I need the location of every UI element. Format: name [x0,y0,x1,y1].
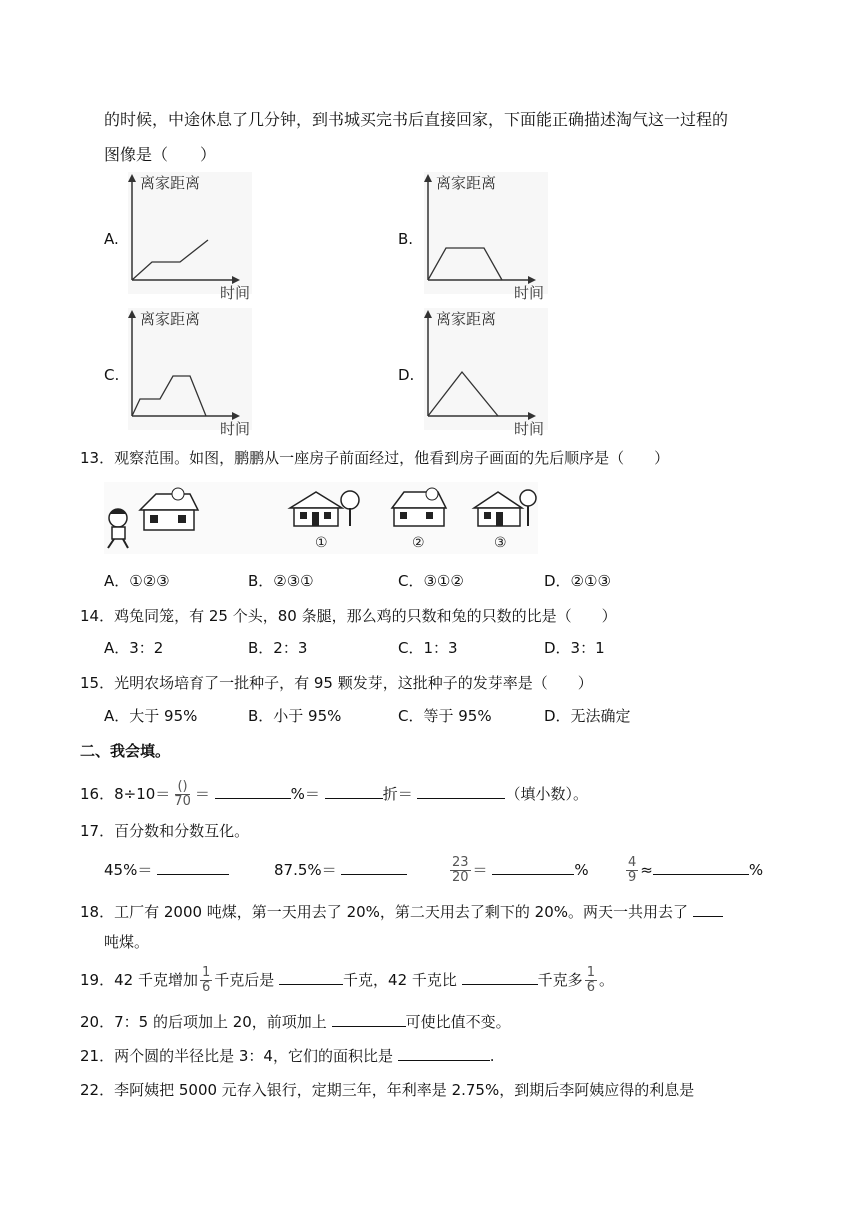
q19-fraction-1 [200,966,212,995]
q17-d [624,852,763,888]
q20-blank[interactable] [332,1012,406,1027]
graph-d-xlabel: 时间 [514,420,545,436]
q20-line [80,1012,511,1032]
q22-text: 22．李阿姨把 5000 元存入银行，定期三年，年利率是 2.75%，到期后李阿姨应得的利息是 [80,1081,695,1099]
option-b-label: B. [398,230,414,248]
q19-fraction-2 [585,966,597,995]
graph-c-xlabel: 时间 [220,420,251,436]
q16-blank-3[interactable] [417,784,505,799]
section-heading: 二、我会填。 [80,742,171,760]
q15-option-c[interactable]: C．等于 95% [398,707,492,725]
q19-a: 19．42 千克增加 [80,971,198,989]
view-label-2: ② [412,535,425,551]
q21-a: 21．两个圆的半径比是 3：4，它们的面积比是 [80,1047,393,1065]
q18-blank[interactable] [693,902,723,917]
q16-suffix: （填小数）。 [505,785,588,803]
graph-a-xlabel: 时间 [220,284,251,300]
q13-text: 13．观察范围。如图，鹏鹏从一座房子前面经过，他看到房子画面的先后顺序是（ ） [80,449,670,467]
q16-frac-den: 70 [174,794,191,809]
q16-blank-1[interactable] [215,784,291,799]
q21-b: . [489,1047,495,1065]
q19-f2-den: 6 [586,980,595,995]
q19-c: 千克，42 千克比 [343,971,457,989]
q17-c-den: 20 [452,870,469,885]
q17-blank-b[interactable] [341,860,407,875]
q18-line1 [80,902,723,922]
q17-blank-d[interactable] [653,860,749,875]
q17-d-pct: % [748,861,764,879]
q15-option-d[interactable]: D．无法确定 [544,707,631,725]
q14-option-c[interactable]: C．1：3 [398,639,458,657]
q18-text: 18．工厂有 2000 吨煤，第一天用去了 20%，第二天用去了剩下的 20%。两天一共用去了 [80,903,689,921]
q17-c-fraction [450,856,471,885]
q19-b: 千克后是 [214,971,275,989]
q17-c-eq: ＝ [472,861,488,879]
q13-picture [104,482,538,554]
graph-b-xlabel: 时间 [514,284,545,300]
q19-f2-num: 1 [586,965,595,980]
q21-line [80,1046,495,1066]
q17-d-fraction [626,856,638,885]
q19-f1-den: 6 [201,980,211,995]
q17-c-num: 23 [452,855,469,870]
q16-fraction [172,780,193,809]
q16-eq: ＝ [194,785,210,803]
q20-a: 20．7：5 的后项加上 20，前项加上 [80,1013,327,1031]
q17-blank-c[interactable] [492,860,574,875]
q17-a-label: 45%＝ [104,861,153,879]
option-d-label: D. [398,366,415,384]
q17-c-pct: % [574,861,589,879]
q19-blank-2[interactable] [462,970,538,985]
q15-option-a[interactable]: A．大于 95% [104,707,198,725]
q17-c [448,852,589,888]
q16-blank-2[interactable] [325,784,383,799]
view-label-1: ① [315,535,328,551]
q14-option-d[interactable]: D．3：1 [544,639,605,657]
q16-line [80,780,588,809]
q19-d: 千克多 [537,971,583,989]
q19-blank-1[interactable] [279,970,343,985]
q19-line [80,962,614,998]
q13-option-b[interactable]: B．②③① [248,572,314,590]
graph-a-ylabel: 离家距离 [140,174,201,192]
q17-d-den: 9 [628,870,637,885]
q14-option-a[interactable]: A．3：2 [104,639,164,657]
q17-b [274,860,407,880]
q16-frac-num: () [177,779,188,794]
q17-text: 17．百分数和分数互化。 [80,822,250,840]
q14-option-b[interactable]: B．2：3 [248,639,308,657]
q19-f1-num: 1 [201,965,211,980]
q12-line2: 图像是（ ） [104,145,217,164]
view-label-3: ③ [494,535,507,551]
q17-d-num: 4 [628,855,637,870]
graph-c [118,306,258,436]
q15-option-b[interactable]: B．小于 95% [248,707,342,725]
q17-b-label: 87.5%＝ [274,861,337,879]
q17-blank-a[interactable] [157,860,229,875]
graph-a [118,170,258,300]
q13-option-d[interactable]: D．②①③ [544,572,611,590]
q17-d-eq: ≈ [640,861,653,879]
option-c-label: C. [104,366,120,384]
graph-b-ylabel: 离家距离 [436,174,497,192]
graph-d-ylabel: 离家距离 [436,310,497,328]
graph-c-ylabel: 离家距离 [140,310,201,328]
q19-end: 。 [598,971,614,989]
q13-option-c[interactable]: C．③①② [398,572,464,590]
q15-text: 15．光明农场培育了一批种子，有 95 颗发芽，这批种子的发芽率是（ ） [80,674,593,692]
q20-b: 可使比值不变。 [405,1013,511,1031]
q17-a [104,860,229,880]
q13-option-a[interactable]: A．①②③ [104,572,170,590]
q21-blank[interactable] [398,1046,490,1061]
q18-line2: 吨煤。 [104,933,150,951]
q14-text: 14．鸡兔同笼，有 25 个头，80 条腿，那么鸡的只数和兔的只数的比是（ ） [80,607,617,625]
q16-zhe: 折＝ [382,785,413,803]
q12-line1: 的时候，中途休息了几分钟，到书城买完书后直接回家，下面能正确描述淘气这一过程的 [104,110,729,129]
graph-d [414,306,554,436]
graph-b [414,170,554,300]
q16-prefix: 16．8÷10＝ [80,785,171,803]
q16-pct: %＝ [290,785,320,803]
option-a-label: A. [104,230,119,248]
